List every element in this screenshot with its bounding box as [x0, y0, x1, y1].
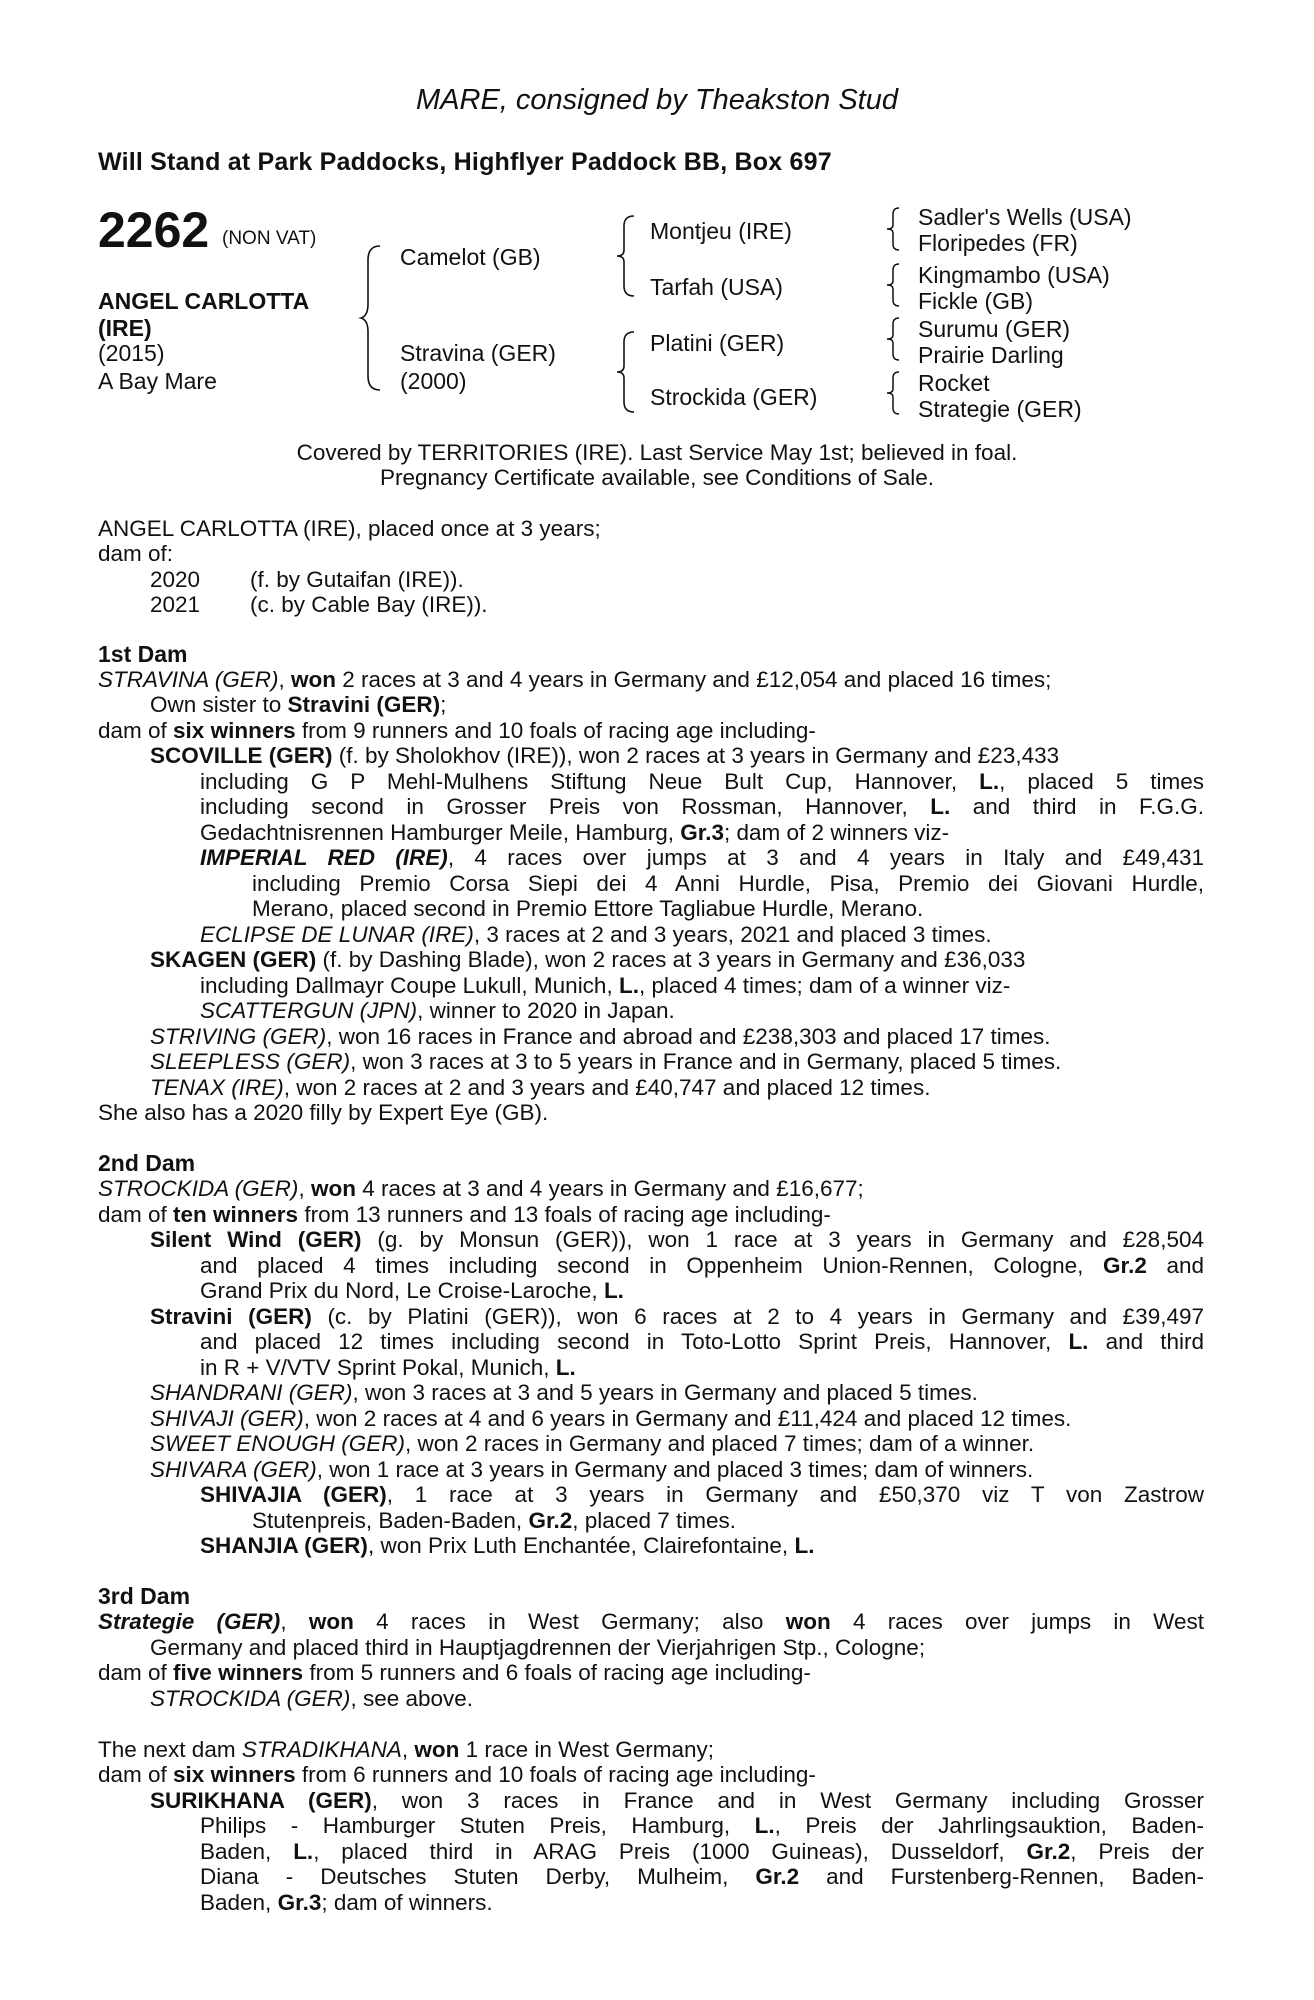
first-dam-line: including Dallmayr Coupe Lukull, Munich, L., placed 4 times; dam of a winner viz-	[200, 973, 1011, 998]
first-dam-line: dam of six winners from 9 runners and 10 foals of racing age including-	[98, 718, 816, 743]
ggs-2: Floripedes (FR)	[918, 230, 1078, 256]
summary-line2: dam of:	[98, 541, 174, 566]
brace-g3	[885, 316, 907, 362]
covering-line1: Covered by TERRITORIES (IRE). Last Service May 1st; believed in foal.	[296, 440, 1018, 465]
second-dam-line: in R + V/VTV Sprint Pokal, Munich, L.	[200, 1355, 576, 1380]
sire: Camelot (GB)	[400, 244, 541, 270]
foaling-year: (2015)	[98, 340, 165, 366]
next-dam-line: Baden, Gr.3; dam of winners.	[200, 1890, 493, 1915]
second-dam-line: SHIVARA (GER), won 1 race at 3 years in Germany and placed 3 times; dam of winners.	[150, 1457, 1034, 1482]
produce-text-1: (f. by Gutaifan (IRE)).	[250, 567, 464, 592]
second-dam-line: Silent Wind (GER) (g. by Monsun (GER)), won 1 race at 3 years in Germany and £28,504	[150, 1227, 1204, 1252]
sire-dam: Tarfah (USA)	[650, 274, 783, 300]
first-dam-line: SCATTERGUN (JPN), winner to 2020 in Japan.	[200, 998, 675, 1023]
second-dam-line: dam of ten winners from 13 runners and 13 foals of racing age including-	[98, 1202, 831, 1227]
first-dam-line: STRAVINA (GER), won 2 races at 3 and 4 years in Germany and £12,054 and placed 16 times;	[98, 667, 1052, 692]
produce-text-2: (c. by Cable Bay (IRE)).	[250, 592, 488, 617]
stand-location: Will Stand at Park Paddocks, Highflyer Paddock BB, Box 697	[98, 148, 832, 176]
ggs-8: Strategie (GER)	[918, 396, 1082, 422]
next-dam-line: Philips - Hamburger Stuten Preis, Hamburg, L., Preis der Jahrlingsauktion, Baden-	[200, 1813, 1204, 1838]
first-dam-heading: 1st Dam	[98, 641, 188, 667]
first-dam-line: She also has a 2020 filly by Expert Eye (GB).	[98, 1100, 549, 1125]
first-dam-line: Merano, placed second in Premio Ettore Tagliabue Hurdle, Merano.	[252, 896, 924, 921]
covering-line2: Pregnancy Certificate available, see Conditions of Sale.	[379, 465, 935, 490]
second-dam-line: Stravini (GER) (c. by Platini (GER)), won 6 races at 2 to 4 years in Germany and £39,497	[150, 1304, 1204, 1329]
second-dam-line: and placed 12 times including second in Toto-Lotto Sprint Preis, Hannover, L. and third	[200, 1329, 1205, 1354]
horse-name	[98, 288, 309, 342]
brace-g1	[885, 206, 907, 252]
ggs-5: Surumu (GER)	[918, 316, 1071, 342]
second-dam-line: SHIVAJIA (GER), 1 race at 3 years in Germany and £50,370 viz T von Zastrow	[200, 1482, 1204, 1507]
vat-status: (NON VAT)	[222, 228, 317, 249]
page-title: MARE, consigned by Theakston Stud	[416, 84, 898, 116]
horse-name-line2: (IRE)	[98, 315, 152, 341]
third-dam-heading: 3rd Dam	[98, 1583, 191, 1609]
brace-g2	[885, 262, 907, 308]
next-dam-line: dam of six winners from 6 runners and 10 foals of racing age including-	[98, 1762, 816, 1787]
dam-sire: Platini (GER)	[650, 330, 785, 356]
first-dam-line: including second in Grosser Preis von Rossman, Hannover, L. and third in F.G.G.	[200, 794, 1204, 819]
second-dam-line: SWEET ENOUGH (GER), won 2 races in Germany and placed 7 times; dam of a winner.	[150, 1431, 1035, 1456]
ggs-1: Sadler's Wells (USA)	[918, 204, 1132, 230]
brace-sire	[616, 214, 642, 298]
first-dam-line: SLEEPLESS (GER), won 3 races at 3 to 5 years in France and in Germany, placed 5 times.	[150, 1049, 1062, 1074]
second-dam-line: SHANDRANI (GER), won 3 races at 3 and 5 years in Germany and placed 5 times.	[150, 1380, 978, 1405]
first-dam-line: including Premio Corsa Siepi dei 4 Anni Hurdle, Pisa, Premio dei Giovani Hurdle,	[252, 871, 1204, 896]
dam-year: (2000)	[400, 368, 467, 394]
brace-gen1	[360, 244, 390, 392]
dam: Stravina (GER)	[400, 340, 556, 366]
brace-dam	[616, 330, 642, 414]
third-dam-line: Strategie (GER), won 4 races in West Germany; also won 4 races over jumps in West	[98, 1609, 1205, 1634]
second-dam-line: Stutenpreis, Baden-Baden, Gr.2, placed 7 times.	[252, 1508, 737, 1533]
second-dam-line: SHIVAJI (GER), won 2 races at 4 and 6 years in Germany and £11,424 and placed 12 times.	[150, 1406, 1072, 1431]
second-dam-heading: 2nd Dam	[98, 1150, 196, 1176]
dam-dam: Strockida (GER)	[650, 384, 818, 410]
next-dam-line: SURIKHANA (GER), won 3 races in France and in West Germany including Grosser	[150, 1788, 1204, 1813]
produce-year-1: 2020	[150, 567, 201, 592]
ggs-4: Fickle (GB)	[918, 288, 1033, 314]
ggs-3: Kingmambo (USA)	[918, 262, 1110, 288]
summary-line1: ANGEL CARLOTTA (IRE), placed once at 3 years;	[98, 516, 601, 541]
first-dam-line: SKAGEN (GER) (f. by Dashing Blade), won 2 races at 3 years in Germany and £36,033	[150, 947, 1026, 972]
third-dam-line: Germany and placed third in Hauptjagdrennen der Vierjahrigen Stp., Cologne;	[150, 1635, 926, 1660]
first-dam-line: Own sister to Stravini (GER);	[150, 692, 447, 717]
produce-year-2: 2021	[150, 592, 201, 617]
first-dam-line: IMPERIAL RED (IRE), 4 races over jumps at 3 and 4 years in Italy and £49,431	[200, 845, 1204, 870]
horse-name-line1: ANGEL CARLOTTA	[98, 288, 310, 314]
second-dam-line: STROCKIDA (GER), won 4 races at 3 and 4 years in Germany and £16,677;	[98, 1176, 864, 1201]
first-dam-line: TENAX (IRE), won 2 races at 2 and 3 years and £40,747 and placed 12 times.	[150, 1075, 931, 1100]
ggs-6: Prairie Darling	[918, 342, 1064, 368]
first-dam-line: including G P Mehl-Mulhens Stiftung Neue Bult Cup, Hannover, L., placed 5 times	[200, 769, 1204, 794]
third-dam-line: STROCKIDA (GER), see above.	[150, 1686, 474, 1711]
first-dam-line: Gedachtnisrennen Hamburger Meile, Hamburg, Gr.3; dam of 2 winners viz-	[200, 820, 950, 845]
sire-sire: Montjeu (IRE)	[650, 218, 792, 244]
lot-number: 2262	[98, 202, 210, 258]
next-dam-line: Baden, L., placed third in ARAG Preis (1000 Guineas), Dusseldorf, Gr.2, Preis der	[200, 1839, 1204, 1864]
brace-g4	[885, 370, 907, 416]
second-dam-line: SHANJIA (GER), won Prix Luth Enchantée, Clairefontaine, L.	[200, 1533, 815, 1558]
next-dam-line: The next dam STRADIKHANA, won 1 race in West Germany;	[98, 1737, 715, 1762]
third-dam-line: dam of five winners from 5 runners and 6 foals of racing age including-	[98, 1660, 811, 1685]
first-dam-line: ECLIPSE DE LUNAR (IRE), 3 races at 2 and 3 years, 2021 and placed 3 times.	[200, 922, 992, 947]
first-dam-line: STRIVING (GER), won 16 races in France and abroad and £238,303 and placed 17 times.	[150, 1024, 1051, 1049]
horse-description: A Bay Mare	[98, 368, 217, 394]
next-dam-line: Diana - Deutsches Stuten Derby, Mulheim, Gr.2 and Furstenberg-Rennen, Baden-	[200, 1864, 1205, 1889]
second-dam-line: Grand Prix du Nord, Le Croise-Laroche, L.	[200, 1278, 624, 1303]
ggs-7: Rocket	[918, 370, 990, 396]
first-dam-line: SCOVILLE (GER) (f. by Sholokhov (IRE)), won 2 races at 3 years in Germany and £23,433	[150, 743, 1060, 768]
second-dam-line: and placed 4 times including second in Oppenheim Union-Rennen, Cologne, Gr.2 and	[200, 1253, 1204, 1278]
